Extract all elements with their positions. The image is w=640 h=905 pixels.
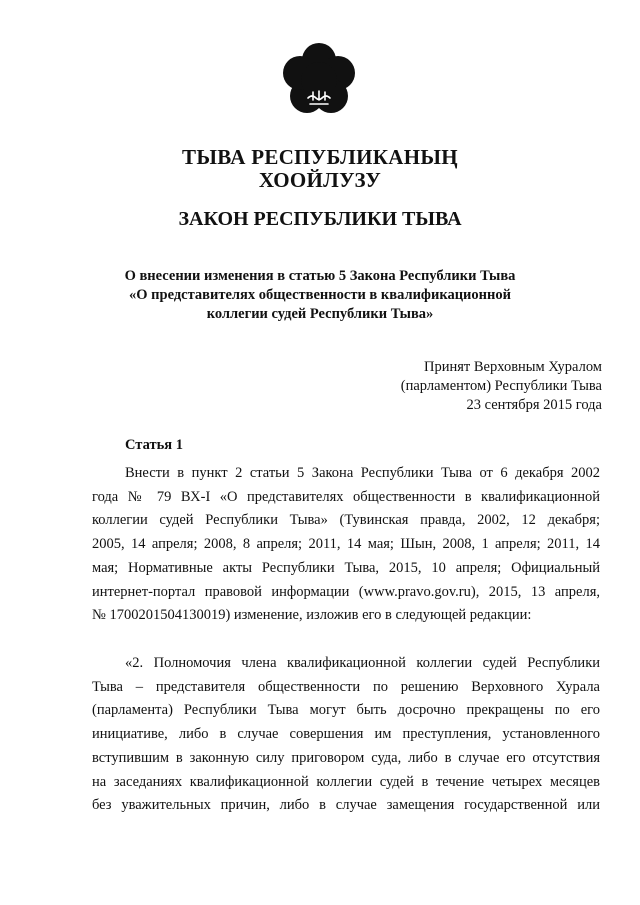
paragraph-line: инициативе, либо в случае совершения им преступления, установленного bbox=[92, 726, 600, 743]
paragraph-line: Внести в пункт 2 статьи 5 Закона Республики Тыва от 6 декабря 2002 bbox=[125, 465, 600, 481]
law-subject bbox=[0, 267, 640, 324]
adoption-info bbox=[401, 358, 602, 415]
paragraph-line: без уважительных причин, либо в случае замещения государственной или bbox=[92, 797, 600, 814]
paragraph-line: интернет-портал правовой информации (www.pravo.gov.ru), 2015, 13 апреля, bbox=[92, 583, 600, 600]
tuva-emblem-icon bbox=[280, 40, 358, 118]
subject-line: «О представителях общественности в квалификационной bbox=[129, 287, 511, 303]
subject-line: коллегии судей Республики Тыва» bbox=[206, 306, 434, 322]
paragraph-line: вступившим в законную силу приговором суда, либо в случае его отсутствия bbox=[92, 749, 600, 766]
paragraph-line: мая; Нормативные акты Республики Тыва, 2015, 10 апреля; Официальный bbox=[92, 559, 600, 576]
adoption-line: Принят Верховным Хуралом bbox=[424, 359, 602, 375]
paragraph-line: (парламента) Республики Тыва могут быть досрочно прекращены по его bbox=[92, 702, 600, 719]
paragraph-line: «2. Полномочия члена квалификационной коллегии судей Республики bbox=[125, 655, 600, 671]
subject-line: О внесении изменения в статью 5 Закона Республики Тыва bbox=[124, 268, 516, 284]
paragraph-line: 2005, 14 апреля; 2008, 8 апреля; 2011, 14 мая; Шын, 2008, 1 апреля; 2011, 14 bbox=[92, 536, 600, 553]
article-heading: Статья 1 bbox=[125, 437, 183, 453]
title-tuvan-line1: ТЫВА РЕСПУБЛИКАНЫҢ bbox=[182, 145, 458, 169]
adoption-date: 23 сентября 2015 года bbox=[466, 397, 602, 413]
paragraph-line: года № 79 ВХ-I «О представителях общественности в квалификационной bbox=[92, 488, 600, 505]
adoption-line: (парламентом) Республики Тыва bbox=[400, 378, 602, 394]
article-paragraph-2 bbox=[92, 652, 600, 818]
paragraph-line: № 1700201504130019) изменение, изложив его в следующей редакции: bbox=[92, 607, 532, 624]
paragraph-line: на заседаниях квалификационной коллегии судей в течение четырех месяцев bbox=[92, 773, 600, 790]
title-tuvan-line2: ХООЙЛУЗУ bbox=[258, 168, 382, 192]
article-paragraph-1 bbox=[92, 462, 600, 628]
law-title: ЗАКОН РЕСПУБЛИКИ ТЫВА bbox=[178, 208, 462, 230]
paragraph-line: Тыва – представителя общественности по решению Верховного Хурала bbox=[92, 678, 600, 695]
paragraph-line: коллегии судей Республики Тыва» (Тувинская правда, 2002, 12 декабря; bbox=[92, 512, 600, 529]
